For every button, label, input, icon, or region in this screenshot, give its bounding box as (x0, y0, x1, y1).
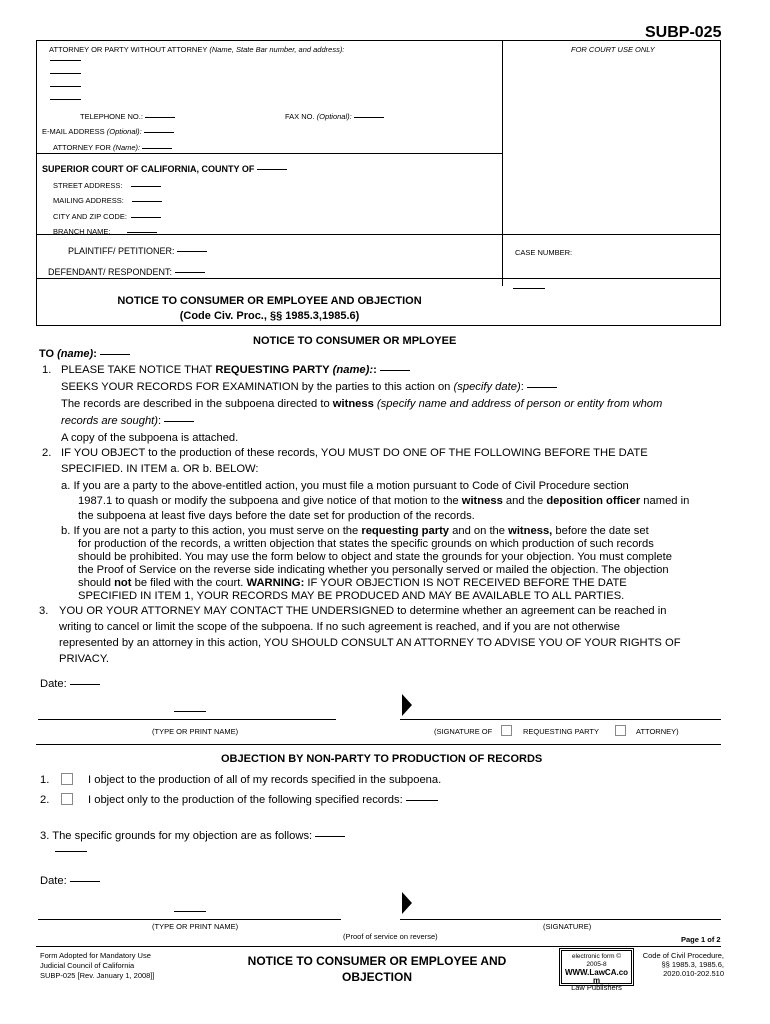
item2b-line5: should not be filed with the court. WARNING: IF YOUR OBJECTION IS NOT RECEIVED BEFORE THE DATE (78, 577, 627, 589)
fax-field[interactable]: FAX NO. (Optional): (285, 112, 384, 121)
item2a-line2: 1987.1 to quash or modify the subpoena and give notice of that motion to the witness and the deposition officer named in (78, 495, 690, 507)
page-number: Page 1 of 2 (681, 935, 721, 944)
case-number-field[interactable] (513, 288, 545, 289)
mailing-address-field[interactable]: MAILING ADDRESS: (53, 196, 162, 205)
item1-num: 1. (42, 364, 52, 376)
records-sought-field[interactable]: records are sought): (61, 414, 194, 430)
objection-signature-arrow-icon (402, 892, 412, 914)
code-references: Code of Civil Procedure, §§ 1985.3, 1985.6, 2020.010-202.510 (642, 951, 724, 978)
objection-item1-num: 1. (40, 774, 50, 786)
signature-arrow-icon (402, 694, 412, 716)
objection-signature-line[interactable] (400, 919, 721, 920)
item3-line3: represented by an attorney in this action, YOU SHOULD CONSULT AN ATTORNEY TO ADVISE YOU OF YOUR RIGHTS OF (59, 637, 681, 649)
item3-line2: writing to cancel or limit the scope of the subpoena. If no such agreement is reached, and if you are not otherwise (59, 621, 620, 633)
notice-date-field[interactable]: Date: (40, 677, 100, 693)
objection-date-field[interactable]: Date: (40, 874, 100, 890)
requesting-party-checkbox[interactable] (501, 725, 512, 736)
item2b-line3: should be prohibited. You may use the form below to object and state the grounds for your objection. You must complete (78, 551, 672, 563)
email-field[interactable]: E-MAIL ADDRESS (Optional): (42, 127, 174, 136)
item3-num: 3. (39, 605, 49, 617)
attorney-for-field[interactable]: ATTORNEY FOR (Name): (53, 143, 172, 152)
objection-heading: OBJECTION BY NON-PARTY TO PRODUCTION OF RECORDS (221, 753, 543, 765)
attorney-address-lines[interactable] (50, 60, 81, 100)
form-id: SUBP-025 (645, 24, 722, 41)
court-use-label: FOR COURT USE ONLY (571, 45, 655, 54)
electronic-form-badge: electronic form © 2005-8 WWW.LawCA.co m (561, 950, 632, 984)
records-described: The records are described in the subpoena directed to witness (specify name and address of person or entity from whom (61, 398, 663, 410)
case-number-label: CASE NUMBER: (515, 248, 573, 257)
notice-signature-line[interactable] (400, 719, 721, 720)
objection-item2-num: 2. (40, 794, 50, 806)
objection-signature-label: (SIGNATURE) (543, 922, 592, 931)
footer-title: NOTICE TO CONSUMER OR EMPLOYEE AND OBJECTION (247, 954, 507, 984)
objection-grounds[interactable]: 3. The specific grounds for my objection are as follows: (40, 829, 345, 845)
item2a-line1: a. If you are a party to the above-entitled action, you must file a motion pursuant to Code of Civil Procedure section (61, 480, 629, 492)
form-title: NOTICE TO CONSUMER OR EMPLOYEE AND OBJECTION (117, 295, 422, 307)
to-name-field[interactable]: TO (name): (39, 348, 130, 360)
object-all-checkbox[interactable] (61, 773, 73, 785)
item2b-line1: b. If you are not a party to this action, you must serve on the requesting party and on the witness, before the date set (61, 525, 649, 537)
item3-line4: PRIVACY. (59, 653, 109, 665)
notice-print-name-field[interactable] (174, 711, 206, 712)
item2b-line6: SPECIFIED IN ITEM 1, YOUR RECORDS MAY BE PRODUCED AND MAY BE AVAILABLE TO ALL PARTIES. (78, 590, 625, 602)
branch-name-field[interactable]: BRANCH NAME: (53, 227, 157, 234)
item2b-line2: for production of the records, a written objection that states the specific grounds on which production of such records (78, 538, 654, 550)
proof-of-service-note: (Proof of service on reverse) (343, 932, 438, 941)
item2b-line4: the Proof of Service on the reverse side indicating whether you personally served or mailed the objection. The objection (78, 564, 669, 576)
objection-type-print-label: (TYPE OR PRINT NAME) (152, 922, 239, 931)
defendant-field[interactable]: DEFENDANT/ RESPONDENT: (48, 267, 205, 277)
item2a-line3: the subpoena at least five days before the date set for production of the records. (78, 510, 475, 522)
court-field[interactable]: SUPERIOR COURT OF CALIFORNIA, COUNTY OF (42, 164, 287, 174)
grounds-continuation-field[interactable] (55, 851, 87, 852)
objection-item2[interactable]: I object only to the production of the following specified records: (88, 793, 438, 809)
plaintiff-field[interactable]: PLAINTIFF/ PETITIONER: (68, 246, 207, 256)
attorney-label: ATTORNEY) (636, 727, 679, 736)
item2-line1: IF YOU OBJECT to the production of these records, YOU MUST DO ONE OF THE FOLLOWING BEFORE THE DATE (61, 447, 648, 459)
item3-line1: YOU OR YOUR ATTORNEY MAY CONTACT THE UNDERSIGNED to determine whether an agreement can be reached in (59, 605, 667, 617)
notice-heading: NOTICE TO CONSUMER OR MPLOYEE (253, 335, 457, 347)
item2-num: 2. (42, 447, 52, 459)
form-adopted: Form Adopted for Mandatory Use Judicial Council of California SUBP-025 [Rev. January 1, 2008]] (40, 951, 155, 980)
copy-attached: A copy of the subpoena is attached. (61, 432, 239, 444)
objection-item1: I object to the production of all of my records specified in the subpoena. (88, 774, 442, 786)
objection-print-name-field[interactable] (174, 911, 206, 912)
street-address-field[interactable]: STREET ADDRESS: (53, 181, 161, 190)
type-print-label: (TYPE OR PRINT NAME) (152, 727, 239, 736)
seeks-records-date[interactable]: SEEKS YOUR RECORDS FOR EXAMINATION by the parties to this action on (specify date): (61, 380, 557, 396)
form-code: (Code Civ. Proc., §§ 1985.3,1985.6) (179, 310, 360, 322)
requesting-party-label: REQUESTING PARTY (523, 727, 599, 736)
telephone-field[interactable]: TELEPHONE NO.: (80, 112, 175, 121)
law-publishers: Law Publishers (571, 983, 622, 992)
attorney-label: ATTORNEY OR PARTY WITHOUT ATTORNEY (Name, State Bar number, and address): (49, 45, 345, 54)
attorney-checkbox[interactable] (615, 725, 626, 736)
object-specified-checkbox[interactable] (61, 793, 73, 805)
city-zip-field[interactable]: CITY AND ZIP CODE: (53, 212, 161, 221)
item2-line2: SPECIFIED. IN ITEM a. OR b. BELOW: (61, 463, 259, 475)
signature-of-label: (SIGNATURE OF (434, 727, 493, 736)
item1-requesting-party[interactable]: PLEASE TAKE NOTICE THAT REQUESTING PARTY (name):: (61, 363, 410, 379)
